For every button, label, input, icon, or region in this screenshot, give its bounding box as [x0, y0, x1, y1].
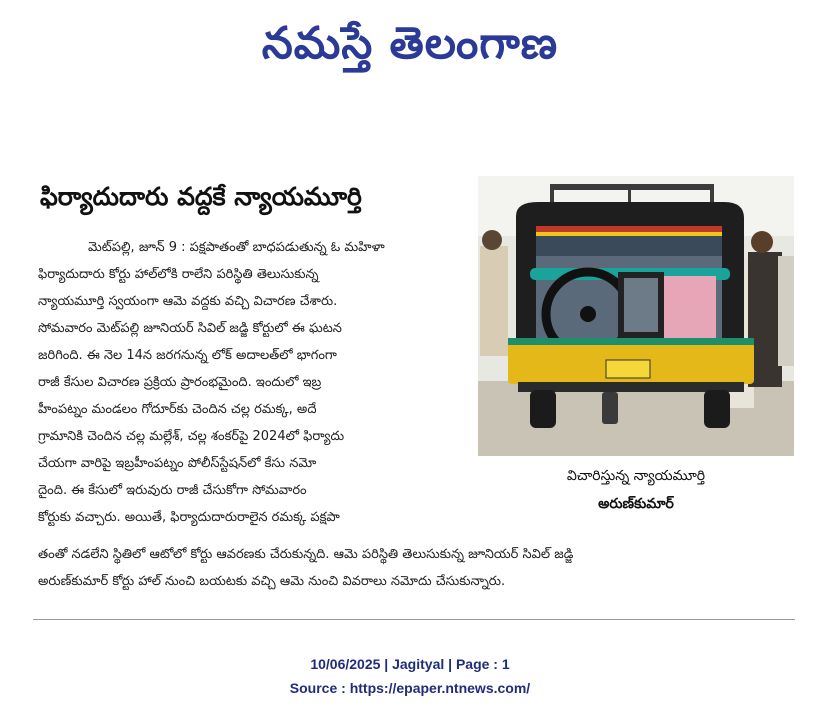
auto-rickshaw-photo — [478, 176, 794, 456]
news-photo — [478, 176, 794, 456]
newspaper-masthead: నమస్తే తెలంగాణ — [261, 18, 559, 69]
caption-credit: అరుణ్‌కుమార్ — [598, 496, 674, 512]
body-line: జరిగింది. ఈ నెల 14న జరగనున్న లోక్ అదాలత్‌లో భాగంగా — [38, 348, 337, 363]
edition-info: 10/06/2025 | Jagityal | Page : 1 — [310, 656, 510, 672]
body-line: కోర్టుకు వచ్చారు. అయితే, ఫిర్యాదుదారురాలైన రమక్క పక్షపా — [38, 510, 340, 525]
footer-divider — [33, 619, 795, 620]
body-line: సోమవారం మెట్‌పల్లి జూనియర్ సివిల్ జడ్జి కోర్టులో ఈ ఘటన — [38, 321, 342, 336]
article-headline: ఫిర్యాదుదారు వద్దకే న్యాయమూర్తి — [40, 182, 362, 211]
body-line: తంతో నడలేని స్థితిలో ఆటోలో కోర్టు ఆవరణకు చేరుకున్నది. ఆమె పరిస్థితి తెలుసుకున్న జూనియర్ సివిల్ జడ్జి — [38, 547, 574, 562]
body-line: చేయగా వారిపై ఇబ్రహీంపట్నం పోలీస్‌స్టేషన్‌లో కేసు నమో — [38, 456, 317, 471]
source-link[interactable]: Source : https://epaper.ntnews.com/ — [289, 680, 531, 696]
photo-caption — [478, 462, 794, 518]
body-line: అరుణ్‌కుమార్ కోర్టు హాల్ నుంచి బయటకు వచ్చి ఆమె నుంచి వివరాలు నమోదు చేసుకున్నారు. — [38, 574, 506, 589]
body-line: మెట్‌పల్లి, జూన్ 9 : పక్షపాతంతో బాధపడుతున్న ఓ మహిళా — [88, 240, 385, 255]
body-line: ఫిర్యాదుదారు కోర్టు హాల్‌లోకి రాలేని పరిస్థితి తెలుసుకున్న — [38, 267, 319, 282]
article-body-column — [38, 234, 478, 531]
body-line: గ్రామానికి చెందిన చల్ల మల్లేశ్, చల్ల శంకర్‌పై 2024లో ఫిర్యాదు — [38, 429, 345, 444]
body-line: రాజీ కేసుల విచారణ ప్రక్రియ ప్రారంభమైంది. ఇందులో ఇబ్ర — [38, 375, 322, 390]
body-line: దైంది. ఈ కేసులో ఇరువురు రాజీ చేసుకోగా సోమవారం — [38, 483, 307, 498]
body-line: హీంపట్నం మండలం గోదూర్‌కు చెందిన చల్ల రమక్క, అదే — [38, 402, 317, 417]
body-line: న్యాయమూర్తి స్వయంగా ఆమె వద్దకు వచ్చి విచారణ చేశారు. — [38, 294, 338, 309]
article-body-continuation — [38, 541, 778, 595]
caption-text: విచారిస్తున్న న్యాయమూర్తి — [566, 468, 706, 484]
